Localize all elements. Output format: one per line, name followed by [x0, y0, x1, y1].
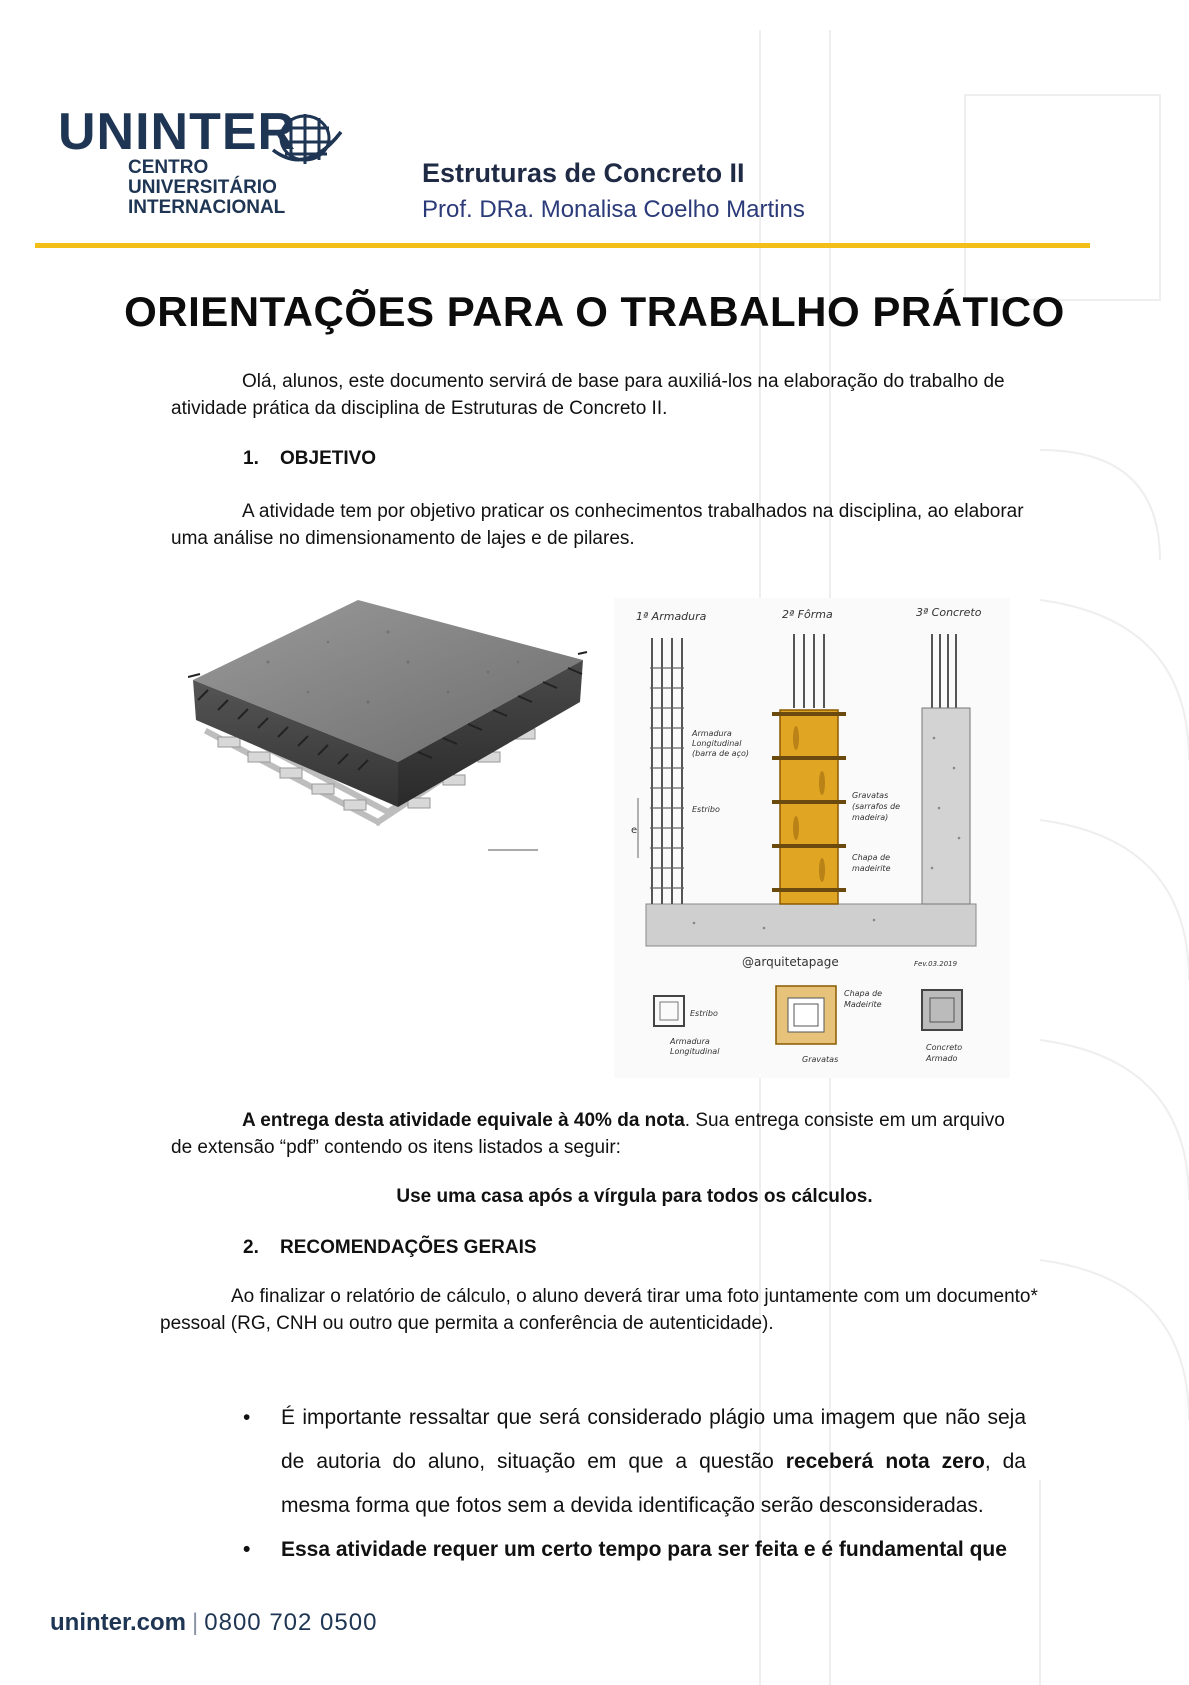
footer-site[interactable]: uninter.com [50, 1609, 187, 1636]
section-1-number: 1. [243, 448, 259, 469]
section-2-number: 2. [243, 1237, 259, 1258]
logo-line-1: CENTRO [128, 157, 209, 178]
logo-line-2: UNIVERSITÁRIO [128, 177, 277, 198]
section-2-title: RECOMENDAÇÕES GERAIS [280, 1237, 537, 1258]
step-3-label: 3ª Concreto [916, 606, 982, 619]
delivery-paragraph [171, 1107, 1031, 1161]
course-title: Estruturas de Concreto II [422, 158, 745, 188]
recommendation-paragraph: Ao finalizar o relatório de cálculo, o aluno deverá tirar uma foto juntamente com um documento* pessoal (RG, CNH ou outro que permita a conferência de autenticidade). [160, 1286, 1038, 1334]
section-chapa-label-1: Chapa de [844, 989, 883, 998]
step-2-label: 2ª Fôrma [782, 608, 833, 621]
header-divider [35, 243, 1090, 248]
logo-wordmark: UNINTER [58, 103, 297, 161]
rounding-note: Use uma casa após a vírgula para todos os cálculos. [396, 1186, 873, 1207]
section-gravatas-label: Gravatas [802, 1055, 839, 1064]
column-steps-illustration [614, 598, 1010, 1078]
delivery-bold: A entrega desta atividade equivale à 40% da nota [242, 1110, 685, 1131]
gravatas-label-3: madeira) [852, 813, 889, 822]
signature-text: Fev.03.2019 [914, 960, 958, 968]
credit-text: @arquitetapage [742, 955, 839, 969]
spacing-label: e [631, 825, 638, 836]
step-1-label: 1ª Armadura [636, 610, 707, 623]
delivery-rest: . Sua entrega consiste em um arquivo de extensão “pdf” contendo os itens listados a seguir: [171, 1110, 1005, 1158]
professor-name: Prof. DRa. Monalisa Coelho Martins [422, 196, 805, 223]
bullet-dot-icon: • [243, 1406, 251, 1429]
objective-paragraph: A atividade tem por objetivo praticar os conhecimentos trabalhados na disciplina, ao elaborar uma análise no dimensionamento de lajes e de pilares. [171, 501, 1024, 549]
bullet-item-time: • Essa atividade requer um certo tempo para ser feita e é fundamental que [243, 1528, 1026, 1572]
estribo-label: Estribo [692, 805, 720, 814]
footer [50, 1609, 377, 1637]
section-1-heading [243, 448, 376, 470]
section-chapa-label-2: Madeirite [844, 1000, 882, 1009]
intro-paragraph: Olá, alunos, este documento servirá de base para auxiliá-los na elaboração do trabalho de atividade prática da disciplina de Estruturas de Concreto II. [171, 371, 1005, 419]
long-label-2: Longitudinal [692, 739, 742, 748]
bullet-item-plagiarism: • É importante ressaltar que será considerado plágio uma imagem que não seja de autoria do aluno, situação em que a questão receberá nota zero, da mesma forma que fotos sem a devida identificação serão desconsideradas. [243, 1396, 1026, 1528]
bullet-dot-icon: • [243, 1538, 251, 1561]
long-label-1: Armadura [692, 729, 732, 738]
chapa-label-2: madeirite [852, 864, 891, 873]
footer-phone[interactable]: 0800 702 0500 [204, 1609, 378, 1636]
section-estribo-label: Estribo [690, 1009, 718, 1018]
section-1-title: OBJETIVO [280, 448, 377, 469]
logo-subtitle [128, 158, 285, 218]
section-2-heading [243, 1237, 537, 1259]
bullet-list [243, 1396, 1026, 1572]
gravatas-label-2: (sarrafos de [852, 802, 901, 811]
page-title: ORIENTAÇÕES PARA O TRABALHO PRÁTICO [124, 288, 1065, 335]
section-concreto-label-2: Armado [926, 1054, 958, 1063]
chapa-label-1: Chapa de [852, 853, 891, 862]
section-long-label-2: Longitudinal [670, 1047, 720, 1056]
footer-separator: | [192, 1609, 199, 1636]
section-concreto-label-1: Concreto [926, 1043, 963, 1052]
long-label-3: (barra de aço) [692, 749, 749, 758]
section-long-label-1: Armadura [670, 1037, 710, 1046]
slab-illustration [188, 592, 588, 854]
logo-line-3: INTERNACIONAL [128, 197, 286, 218]
gravatas-label-1: Gravatas [852, 791, 889, 800]
